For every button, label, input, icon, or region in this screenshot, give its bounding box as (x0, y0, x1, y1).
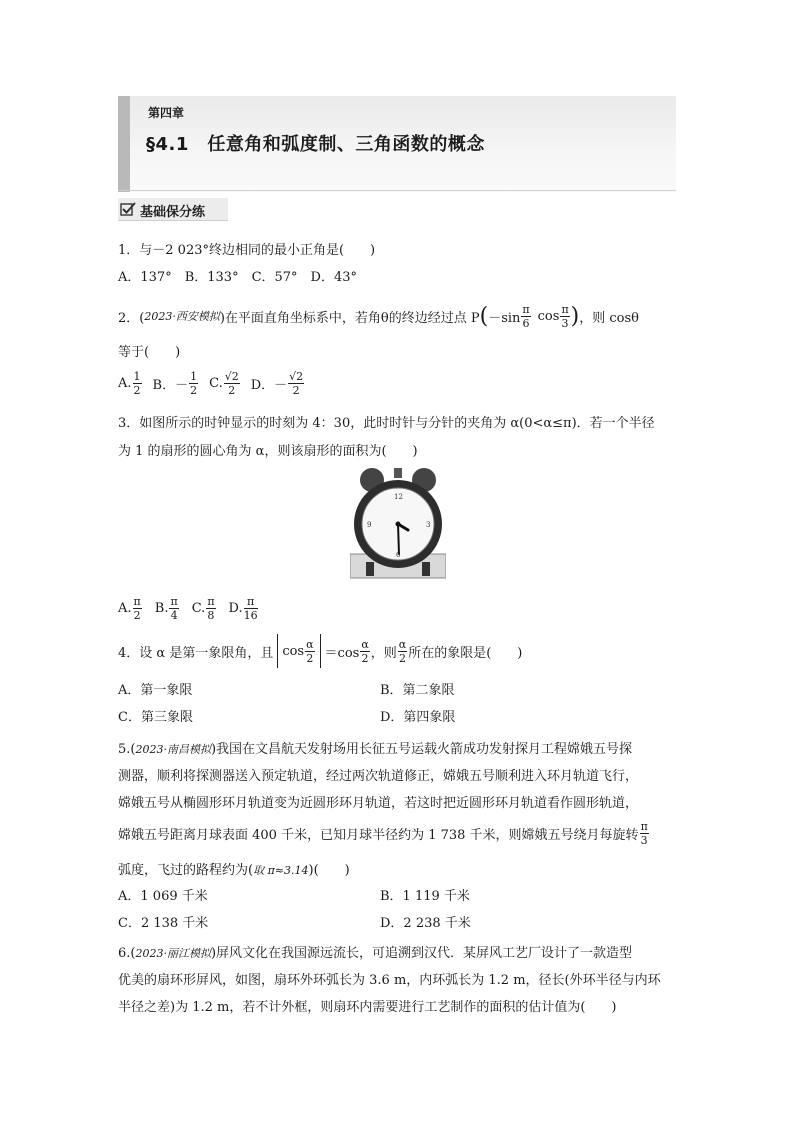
q3-opt-c: C. (191, 600, 206, 616)
q4-option-c: C．第三象限 (118, 710, 193, 725)
q2-opt-a: A. (118, 375, 132, 391)
q3-opt-b: B. (154, 600, 169, 616)
header-divider (118, 190, 676, 191)
q5-option-d: D．2 238 千米 (380, 916, 471, 931)
q4-prefix: 4．设 α 是第一象限角，且 (118, 645, 274, 661)
frac-pi-over-2: $\frac{\pi}{2}$ (133, 594, 141, 622)
q5-option-c: C．2 138 千米 (118, 916, 209, 931)
q5-source: 2023·南昌模拟 (135, 743, 211, 756)
frac-pi-over-3: $\frac{\pi}{3}$ (561, 302, 569, 330)
q4-option-d: D．第四象限 (380, 710, 456, 725)
q4-option-a: A．第一象限 (118, 683, 193, 698)
frac-pi-over-3-q5: $\frac{\pi}{3}$ (640, 819, 648, 847)
chapter-label: 第四章 (148, 106, 185, 120)
q5-line5: 弧度，飞过的路程约为(取 π≈3.14)( ) (118, 863, 350, 878)
frac-1-over-2-neg: $\frac{1}{2}$ (190, 369, 198, 397)
q2-tail: ，则 cosθ (579, 310, 640, 326)
q5-line4: 嫦娥五号距离月球表面 400 千米，已知月球半径约为 1 738 千米，则嫦娥五号绕月每旋转 $\frac{\pi}{3}$ (118, 819, 648, 847)
q6-line2: 优美的扇环形屏风，如图，扇环外环弧长为 3.6 m，内环弧长为 1.2 m，径长(外环半径与内环 (118, 973, 661, 988)
svg-text:6: 6 (396, 551, 401, 559)
q5-line2: 测器，顺利将探测器送入预定轨道，经过两次轨道修正，嫦娥五号顺利进入环月轨道飞行， (118, 769, 639, 784)
q6-line1: 6.(2023·丽江模拟)屏风文化在我国源远流长，可追溯到汉代．某屏风工艺厂设计了一款造型 (118, 946, 633, 961)
q2-opt-d: D．－ (250, 377, 288, 393)
frac-alpha-over-2: $\frac{\alpha}{2}$ (306, 637, 314, 665)
q5-line1: 5.(2023·南昌模拟)我国在文昌航天发射场用长征五号运载火箭成功发射探月工程嫦娥五号探 (118, 742, 633, 757)
frac-1-over-2: $\frac{1}{2}$ (133, 369, 141, 397)
q4-tail: 所在的象限是( ) (408, 645, 523, 661)
q1-options: A．137° B．133° C．57° D．43° (118, 270, 358, 285)
header-accent-bar (118, 96, 130, 192)
q5-line3: 嫦娥五号从椭圆形环月轨道变为近圆形环月轨道，若这时把近圆形环月轨道看作圆形轨道， (118, 796, 639, 811)
abs-bar-right (320, 634, 321, 668)
q2-options (118, 365, 305, 401)
q3-line2: 为 1 的扇形的圆心角为 α，则该扇形的面积为( ) (118, 444, 418, 459)
frac-pi-over-8: $\frac{\pi}{8}$ (207, 594, 215, 622)
q4-stem (118, 632, 522, 670)
q4-mid: ，则 (370, 645, 397, 661)
frac-alpha-over-2-quad: $\frac{\alpha}{2}$ (398, 637, 407, 665)
cos-label: cos (537, 308, 560, 324)
q4-option-b: B．第二象限 (380, 683, 455, 698)
q5-option-b: B．1 119 千米 (380, 889, 470, 904)
q6-line3: 半径之差)为 1.2 m，若不计外框，则扇环内需要进行工艺制作的面积的估计值为( ) (118, 1000, 617, 1015)
svg-text:12: 12 (394, 493, 403, 501)
frac-pi-over-6: $\frac{\pi}{6}$ (522, 302, 530, 330)
q1-stem: 1．与－2 023°终边相同的最小正角是( ) (118, 243, 376, 258)
paren-open: ( (479, 303, 489, 329)
frac-pi-over-16: $\frac{\pi}{16}$ (243, 594, 258, 622)
q3-opt-a: A. (118, 600, 132, 616)
alarm-clock-image (350, 466, 446, 580)
q4-eq: ＝cos (324, 645, 360, 661)
abs-bar-left (277, 634, 278, 668)
svg-text:9: 9 (367, 521, 372, 529)
frac-sqrt2-over-2: $\frac{√2}{2}$ (224, 369, 239, 397)
q2-opt-b: B．－ (152, 377, 189, 393)
q3-line1: 3．如图所示的时钟显示的时刻为 4：30，此时时针与分针的夹角为 α(0<α≤π)．若一个半径 (118, 416, 655, 431)
svg-text:3: 3 (426, 521, 431, 529)
frac-sqrt2-over-2-neg: $\frac{√2}{2}$ (289, 369, 304, 397)
q2-source: 2023·西安模拟 (144, 310, 220, 323)
q2-line2: 等于( ) (118, 345, 181, 360)
frac-pi-over-4: $\frac{\pi}{4}$ (170, 594, 178, 622)
checkbox-icon (120, 201, 136, 217)
q3-opt-d: D. (228, 600, 243, 616)
q2-number: 2．( (118, 310, 145, 326)
q2-stem (118, 298, 639, 334)
frac-alpha-over-2-rhs: $\frac{\alpha}{2}$ (361, 637, 369, 665)
q4-cos: cos (282, 643, 305, 659)
section-title: §4.1 任意角和弧度制、三角函数的概念 (146, 134, 485, 155)
paren-close: ) (570, 303, 580, 329)
q3-options (118, 590, 259, 626)
section-label: 基础保分练 (140, 205, 206, 220)
q2-opt-c: C. (209, 375, 223, 391)
q6-source: 2023·丽江模拟 (135, 947, 211, 960)
neg-sin: －sin (488, 310, 521, 326)
q5-option-a: A．1 069 千米 (118, 889, 208, 904)
q2-stem-text: )在平面直角坐标系中，若角θ的终边经过点 P (219, 310, 480, 326)
